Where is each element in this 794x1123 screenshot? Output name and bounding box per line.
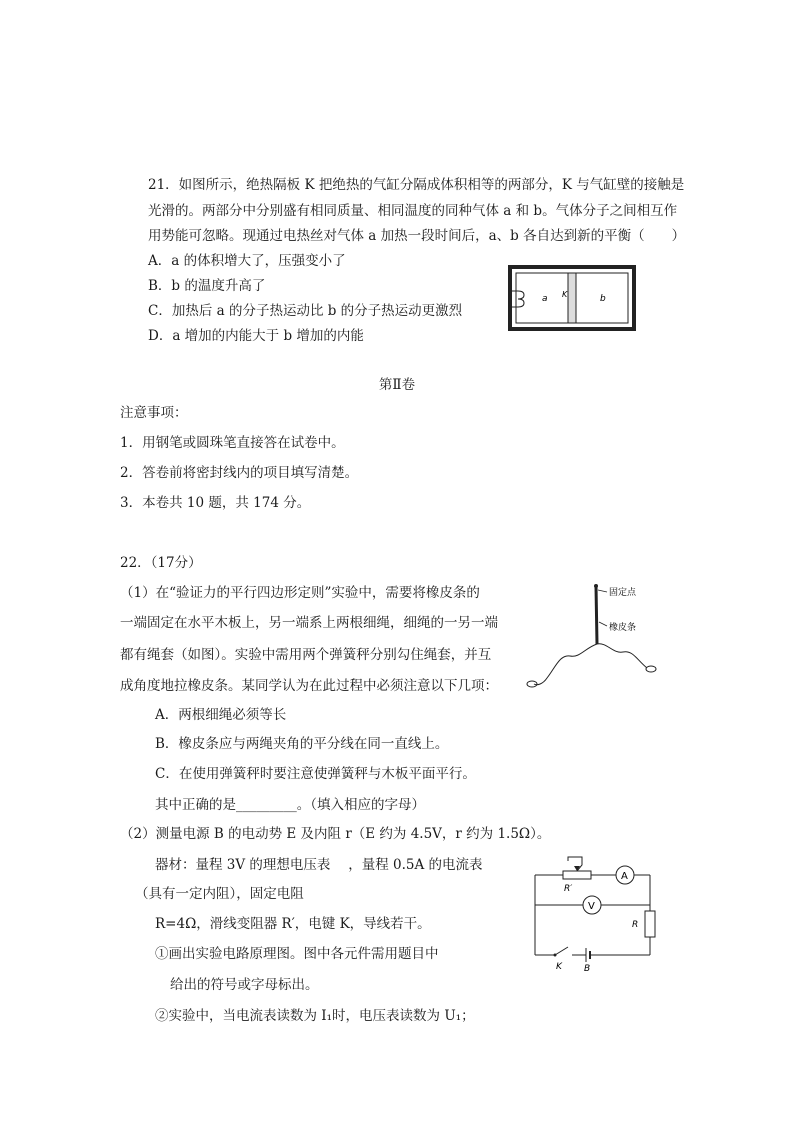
circuit-diagram [530,855,660,973]
ammeter-label: A [621,871,628,882]
right-loop [646,666,656,672]
note-2: 2．答卷前将密封线内的项目填写清楚。 [120,465,359,481]
fixed-point-label: 固定点 [609,588,637,598]
rheostat-label: R′ [564,884,573,894]
switch-k [555,947,568,955]
resistor-label: R [632,920,639,930]
battery-label: B [584,964,591,974]
label-k: K [562,290,568,299]
cylinder-figure [508,265,638,333]
q21-option-c: C．加热后 a 的分子热运动比 b 的分子热运动更激烈 [148,303,463,319]
partition-k [568,273,576,323]
q22-p1-option-a: A．两根细绳必须等长 [155,707,287,723]
q22-p1-option-c: C．在使用弹簧秤时要注意使弹簧秤与木板平面平行。 [155,766,476,782]
label-b: b [600,294,606,304]
q22-p2-line-2: 器材：量程 3V 的理想电压表 ，量程 0.5A 的电流表 [155,857,483,873]
rheostat [563,871,591,879]
q22-p2-line-4: R=4Ω，滑线变阻器 R′，电键 K，导线若干。 [155,916,431,932]
q22-p1-line-1: （1）在“验证力的平行四边形定则”实验中，需要将橡皮条的 [120,585,480,601]
q22-p1-line-4: 成角度地拉橡皮条。某同学认为在此过程中必须注意以下几项： [120,678,498,694]
rubber-band-label: 橡皮条 [609,623,637,633]
q21-option-a: A．a 的体积增大了，压强变小了 [148,253,346,269]
note-3: 3．本卷共 10 题，共 174 分。 [120,495,311,511]
left-string [534,644,597,685]
rubber-band-figure [525,578,665,696]
q22-p1-line-2: 一端固定在水平木板上，另一端系上两根细绳，细绳的一另一端 [120,615,498,631]
section-title: 第Ⅱ卷 [378,377,416,393]
note-1: 1．用钢笔或圆珠笔直接答在试卷中。 [120,435,345,451]
voltmeter-label: V [588,901,595,912]
q21-line-2: 光滑的。两部分中分别盛有相同质量、相同温度的同种气体 a 和 b。气体分子之间相互作 [148,203,678,219]
q22-p2-line-3: （具有一定内阻），固定电阻 [135,886,304,902]
q22-p2-line-1: （2）测量电源 B 的电动势 E 及内阻 r（E 约为 4.5V，r 约为 1.5Ω）。 [120,826,551,842]
notes-heading: 注意事项： [120,405,188,421]
q22-header: 22．（17分） [120,555,202,571]
q21-line-3: 用势能可忽略。现通过电热丝对气体 a 加热一段时间后，a、b 各自达到新的平衡（ ） [148,228,686,244]
right-string [597,644,647,668]
q22-p1-option-b: B．橡皮条应与两绳夹角的平分线在同一直线上。 [155,736,449,752]
fixed-point-pin [594,584,598,588]
q22-p2-line-5: ①画出实验电路原理图。图中各元件需用题目中 [155,946,439,962]
q22-p2-line-6: 给出的符号或字母标出。 [170,977,319,993]
q22-p1-answer: 其中正确的是_________。（填入相应的字母） [155,797,425,813]
q21-line-1: 21．如图所示，绝热隔板 K 把绝热的气缸分隔成体积相等的两部分，K 与气缸壁的接触是 [148,177,685,193]
q22-p2-line-7: ②实验中，当电流表读数为 I₁时，电压表读数为 U₁； [155,1008,475,1024]
q22-p1-line-3: 都有绳套（如图）。实验中需用两个弹簧秤分别勾住绳套，并互 [120,647,492,663]
left-loop [527,681,537,687]
fixed-rod [596,586,597,644]
q21-option-d: D．a 增加的内能大于 b 增加的内能 [148,328,364,344]
switch-label: K [556,962,562,972]
rheostat-slider [568,857,582,871]
q21-option-b: B．b 的温度升高了 [148,278,266,294]
resistor-r [645,911,655,937]
label-a: a [542,294,548,304]
